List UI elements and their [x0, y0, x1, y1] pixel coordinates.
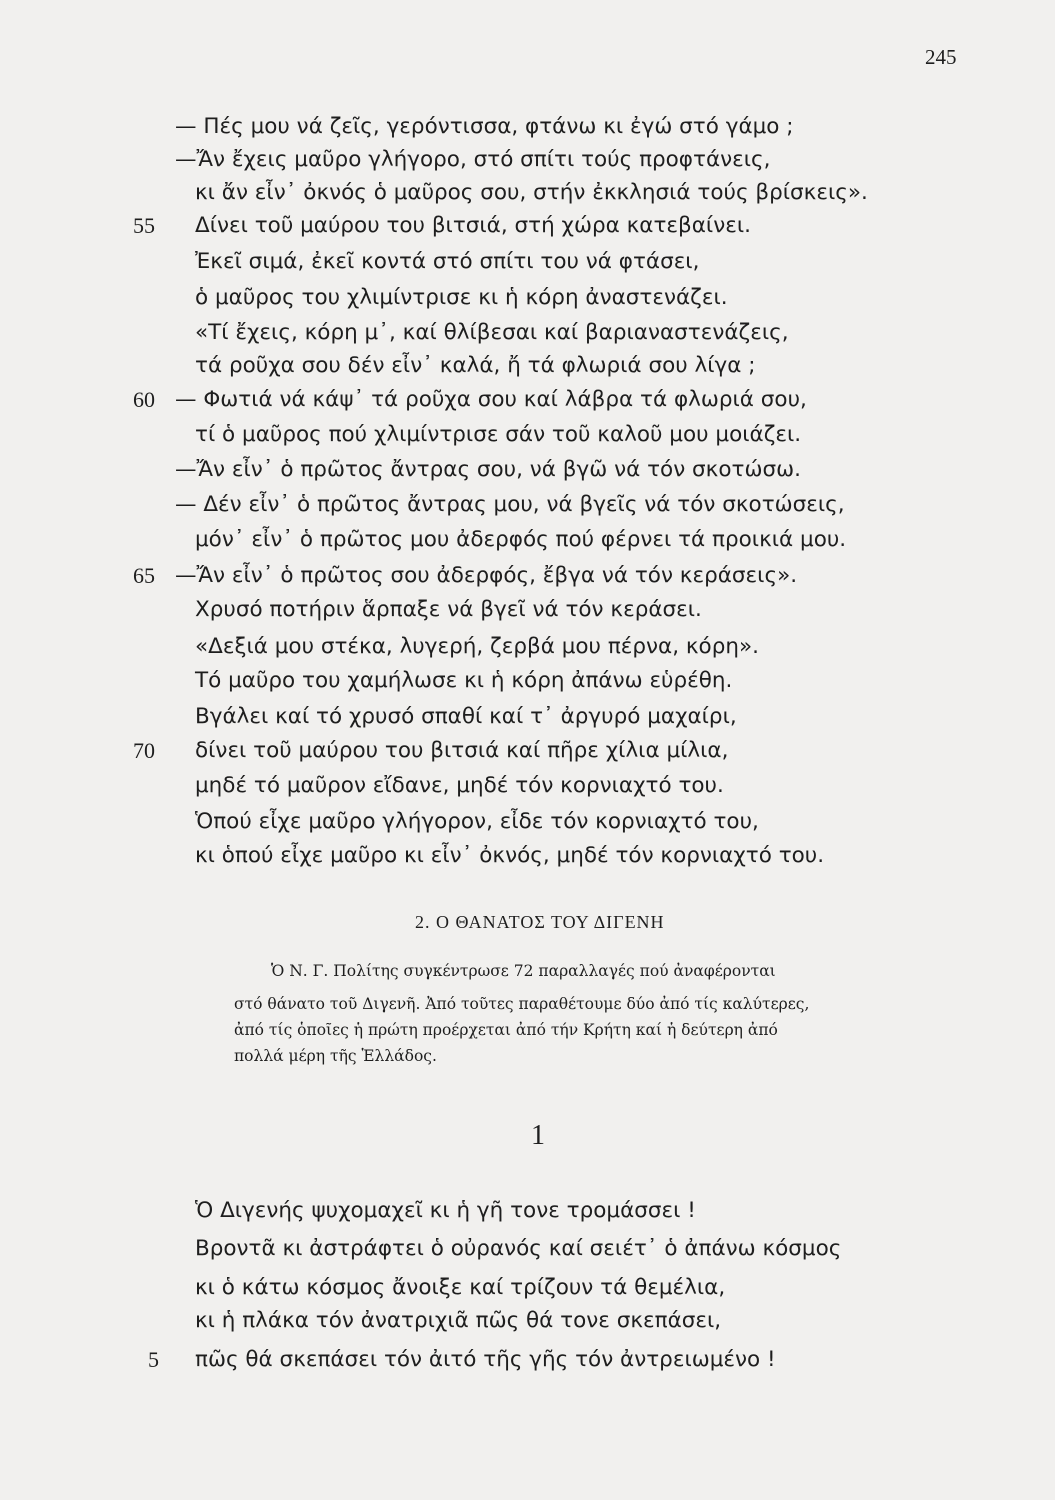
line-number: 5 [148, 1347, 159, 1372]
verse-line: κι ὁπού εἶχε μαῦρο κι εἶν᾿ ὀκνός, μηδέ τόν κορνιαχτό του. [195, 843, 825, 868]
line-number: 65 [133, 563, 155, 588]
verse-line: Δίνει τοῦ μαύρου του βιτσιά, στή χώρα κατεβαίνει. [195, 213, 751, 238]
verse-line: τί ὁ μαῦρος πού χλιμίντρισε σάν τοῦ καλοῦ μου μοιάζει. [195, 422, 802, 447]
section-title: 2. Ο ΘΑΝΑΤΟΣ ΤΟΥ ΔΙΓΕΝΗ [415, 912, 665, 932]
verse-line: Ὁ Διγενής ψυχομαχεῖ κι ἡ γῆ τονε τρομάσσει ! [195, 1198, 696, 1223]
verse-line: —Ἄν ἔχεις μαῦρο γλήγορο, στό σπίτι τούς προφτάνεις, [175, 147, 771, 172]
note-line: Ὁ Ν. Γ. Πολίτης συγκέντρωσε 72 παραλλαγές πού ἀναφέρονται [271, 962, 776, 980]
verse-line: — Φωτιά νά κάψ᾿ τά ροῦχα σου καί λάβρα τά φλωριά σου, [175, 387, 807, 412]
verse-line: πῶς θά σκεπάσει τόν ἀιτό τῆς γῆς τόν ἀντρειωμένο ! [195, 1347, 776, 1372]
verse-line: «Δεξιά μου στέκα, λυγερή, ζερβά μου πέρνα, κόρη». [195, 634, 759, 659]
line-number: 55 [133, 213, 155, 238]
note-line: πολλά μέρη τῆς Ἑλλάδος. [234, 1047, 437, 1065]
verse-line: Βροντᾶ κι ἀστράφτει ὁ οὐρανός καί σειέτ᾿ ὁ ἀπάνω κόσμος [195, 1236, 842, 1261]
verse-line: —Ἄν εἶν᾿ ὁ πρῶτος ἄντρας σου, νά βγῶ νά τόν σκοτώσω. [175, 457, 801, 482]
verse-line: τά ροῦχα σου δέν εἶν᾿ καλά, ἤ τά φλωριά σου λίγα ; [195, 353, 756, 378]
verse-line: — Δέν εἶν᾿ ὁ πρῶτος ἄντρας μου, νά βγεῖς νά τόν σκοτώσεις, [175, 492, 845, 517]
verse-line: κι ὁ κάτω κόσμος ἄνοιξε καί τρίζουν τά θεμέλια, [195, 1275, 726, 1300]
verse-line: μόν᾿ εἶν᾿ ὁ πρῶτος μου ἀδερφός πού φέρνει τά προικιά μου. [195, 527, 847, 552]
verse-line: Ὁπού εἶχε μαῦρο γλήγορον, εἶδε τόν κορνιαχτό του, [195, 809, 759, 834]
line-number: 70 [133, 738, 155, 763]
verse-line: ὁ μαῦρος του χλιμίντρισε κι ἡ κόρη ἀναστενάζει. [195, 285, 728, 310]
verse-line: κι ἡ πλάκα τόν ἀνατριχιᾶ πῶς θά τονε σκεπάσει, [195, 1308, 722, 1333]
verse-line: — Πές μου νά ζεῖς, γερόντισσα, φτάνω κι ἐγώ στό γάμο ; [175, 114, 794, 139]
verse-line: «Τί ἔχεις, κόρη μ᾿, καί θλίβεσαι καί βαριαναστενάζεις, [195, 320, 789, 345]
line-number: 60 [133, 387, 155, 412]
verse-line: —Ἄν εἶν᾿ ὁ πρῶτος σου ἀδερφός, ἔβγα νά τόν κεράσεις». [175, 563, 798, 588]
verse-line: Ἐκεῖ σιμά, ἐκεῖ κοντά στό σπίτι του νά φτάσει, [195, 249, 700, 274]
verse-line: Βγάλει καί τό χρυσό σπαθί καί τ᾿ ἀργυρό μαχαίρι, [195, 704, 737, 729]
verse-line: κι ἄν εἶν᾿ ὀκνός ὁ μαῦρος σου, στήν ἐκκλησιά τούς βρίσκεις». [195, 180, 868, 205]
verse-line: δίνει τοῦ μαύρου του βιτσιά καί πῆρε χίλια μίλια, [195, 738, 729, 763]
verse-line: Χρυσό ποτήριν ἅρπαξε νά βγεῖ νά τόν κεράσει. [195, 597, 702, 622]
poem-number: 1 [531, 1120, 545, 1151]
note-line: ἀπό τίς ὁποῖες ἡ πρώτη προέρχεται ἀπό τήν Κρήτη καί ἡ δεύτερη ἀπό [234, 1021, 778, 1039]
verse-line: Τό μαῦρο του χαμήλωσε κι ἡ κόρη ἀπάνω εὑρέθη. [195, 668, 733, 693]
note-line: στό θάνατο τοῦ Διγενῆ. Ἀπό τοῦτες παραθέτουμε δύο ἀπό τίς καλύτερες, [234, 995, 810, 1013]
page-number: 245 [925, 45, 957, 69]
verse-line: μηδέ τό μαῦρον εἴδανε, μηδέ τόν κορνιαχτό του. [195, 773, 724, 798]
